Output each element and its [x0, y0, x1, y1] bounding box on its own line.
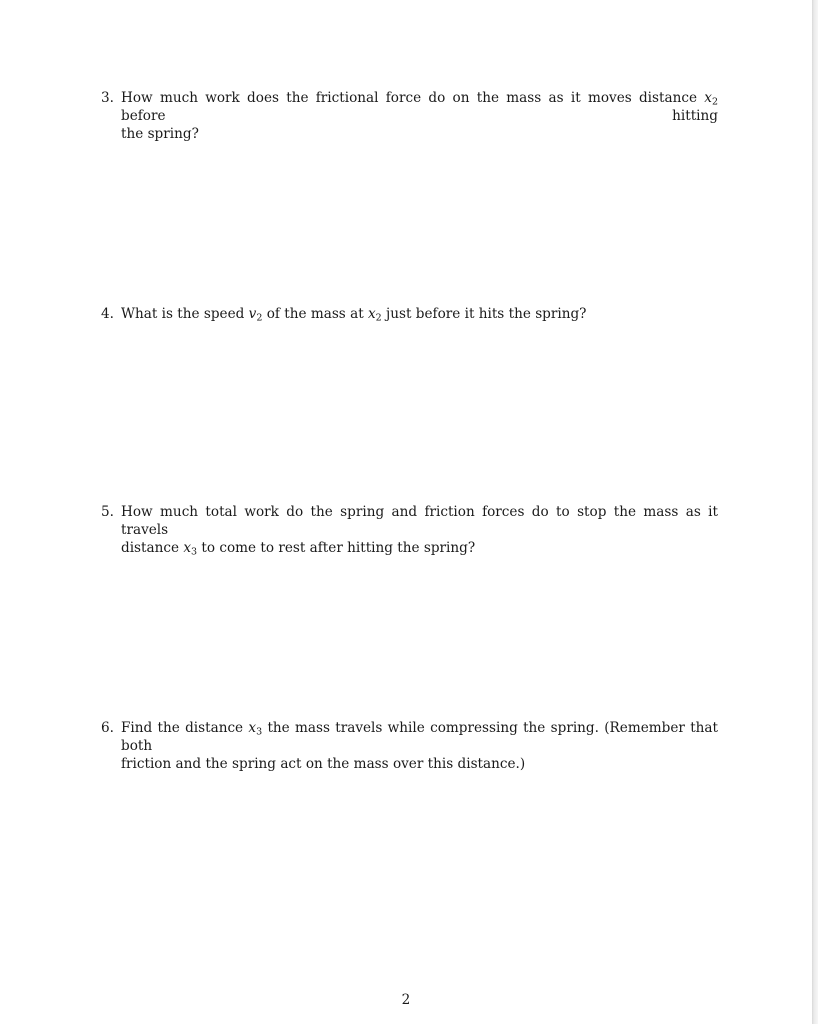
variable-subscript: 3 [256, 726, 263, 738]
text-segment: Find the distance [121, 720, 249, 736]
question-line: How much total work do the spring and friction forces do to stop the mass as it travels [121, 504, 718, 538]
math-variable [249, 306, 263, 322]
question-line: friction and the spring act on the mass over this distance.) [121, 756, 526, 772]
math-variable [183, 540, 197, 556]
question-number: 6. [101, 720, 114, 736]
question-4 [101, 305, 718, 323]
question-text [121, 305, 718, 323]
math-variable [248, 720, 262, 736]
question-text [121, 503, 718, 557]
variable-subscript: 2 [375, 312, 382, 324]
variable-subscript: 2 [256, 312, 263, 324]
page-number: 2 [401, 992, 411, 1008]
question-3 [101, 89, 718, 143]
question-number: 3. [101, 90, 114, 106]
text-segment: just before it hits the spring? [381, 306, 587, 322]
question-line [121, 89, 718, 125]
text-segment: of the mass at [262, 306, 368, 322]
text-segment: to come to rest after hitting the spring? [197, 540, 476, 556]
math-variable [368, 306, 382, 322]
question-line: the spring? [121, 126, 199, 142]
variable-symbol: x [704, 90, 712, 106]
question-6 [101, 719, 718, 773]
variable-symbol: v [248, 306, 257, 322]
variable-subscript: 3 [191, 546, 198, 558]
math-variable [704, 90, 718, 106]
question-line [121, 305, 718, 323]
text-segment: How much work does the frictional force do on the mass as it moves distance [121, 90, 705, 106]
text-segment: distance [121, 540, 184, 556]
variable-symbol: x [248, 720, 257, 736]
question-number: 5. [101, 504, 114, 520]
question-line [121, 719, 718, 755]
text-segment: before hitting [121, 108, 718, 124]
question-5 [101, 503, 718, 557]
text-segment: What is the speed [121, 306, 249, 322]
text-segment: the mass travels while compressing the spring. (Remember that both [121, 720, 718, 754]
variable-symbol: x [183, 540, 191, 556]
question-line [121, 539, 718, 557]
page-edge-shadow [812, 0, 818, 1024]
variable-subscript: 2 [711, 96, 718, 108]
question-text [121, 89, 718, 143]
question-number: 4. [101, 306, 114, 322]
variable-symbol: x [368, 306, 376, 322]
question-text [121, 719, 718, 773]
